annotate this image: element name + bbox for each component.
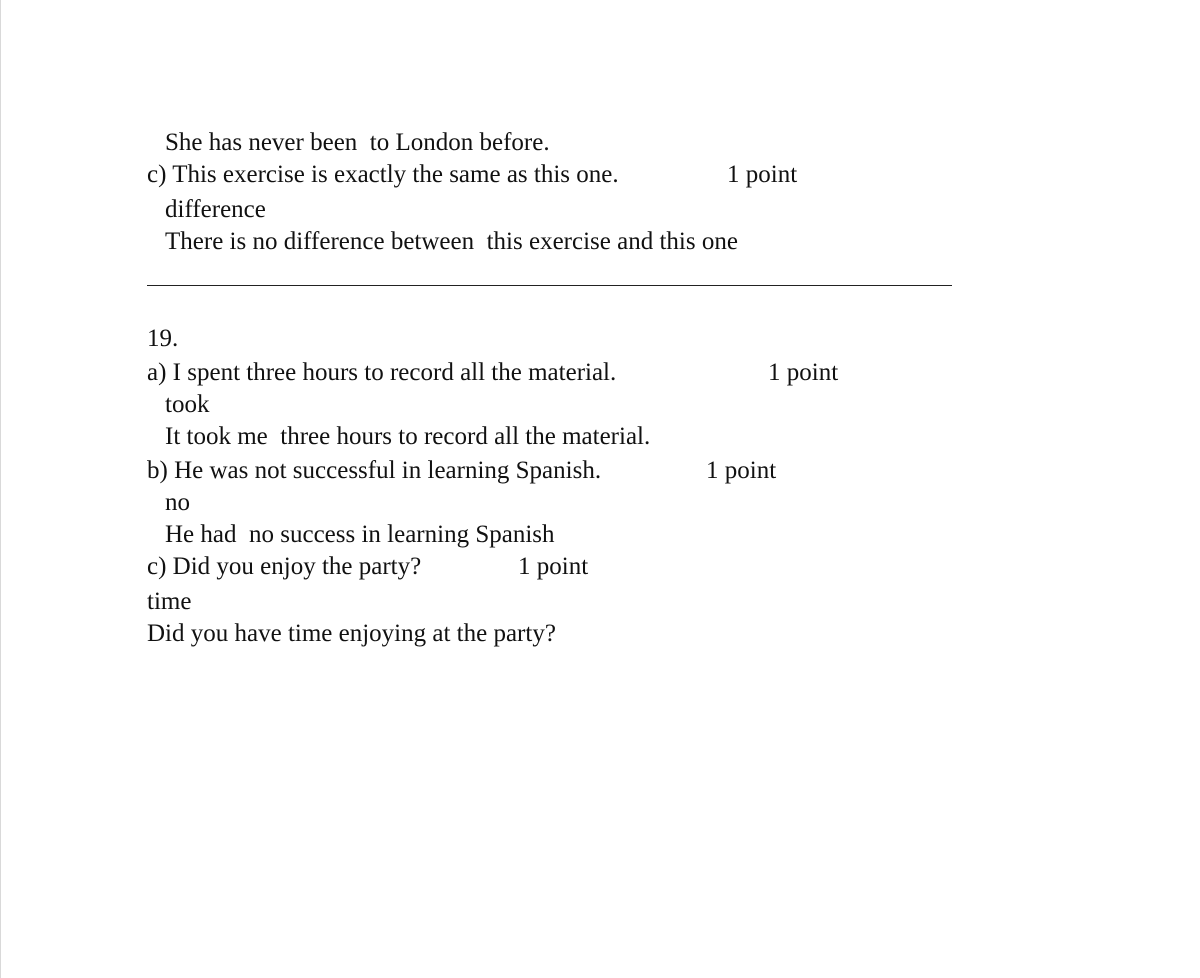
question-19c-answer: Did you have time enjoying at the party? — [147, 620, 556, 647]
question-19c-prompt: c) Did you enjoy the party? — [147, 553, 422, 580]
question-19c-points: 1 point — [518, 553, 589, 580]
question-19b-prompt: b) He was not successful in learning Spanish. — [147, 457, 602, 484]
question-19b-answer: He had no success in learning Spanish — [165, 521, 555, 548]
question-18c-points: 1 point — [727, 161, 798, 188]
question-19b-points: 1 point — [706, 457, 777, 484]
question-19b-keyword: no — [165, 489, 190, 516]
question-18c-keyword: difference — [165, 196, 266, 223]
question-19-number: 19. — [147, 325, 179, 352]
question-18c-answer: There is no difference between this exercise and this one — [165, 228, 738, 255]
section-divider — [147, 285, 952, 286]
question-18c-prompt: c) This exercise is exactly the same as this one. — [147, 161, 619, 188]
previous-answer-line: She has never been to London before. — [165, 129, 550, 156]
question-19c-keyword: time — [147, 588, 192, 615]
question-19a-prompt: a) I spent three hours to record all the material. — [147, 359, 617, 386]
question-19a-points: 1 point — [768, 359, 839, 386]
page-edge — [0, 0, 1, 978]
question-19a-keyword: took — [165, 391, 210, 418]
question-19a-answer: It took me three hours to record all the material. — [165, 423, 651, 450]
